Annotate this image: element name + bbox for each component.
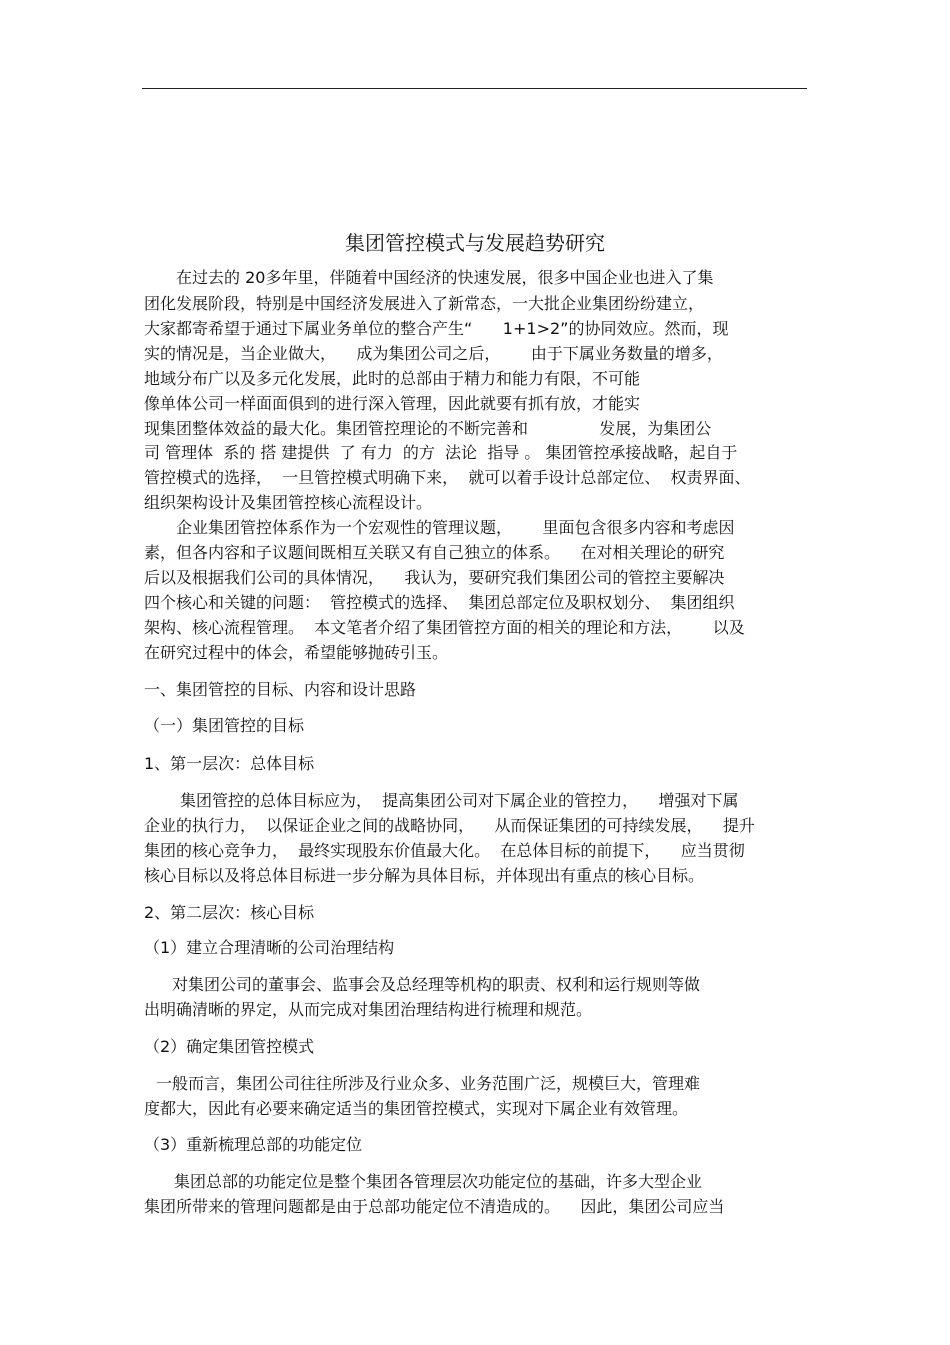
body-line: 度都大，因此有必要来确定适当的集团管控模式，实现对下属企业有效管理。 [144, 1099, 689, 1118]
body-line: 四个核心和关键的问题： 管控模式的选择、 集团总部定位及职权划分、 集团组织 [144, 593, 735, 612]
header-rule [142, 88, 807, 89]
body-line: 像单体公司一样面面俱到的进行深入管理，因此就要有抓有放，才能实 [144, 394, 641, 413]
subsection-heading: 2、第二层次：核心目标 [144, 903, 315, 922]
body-line: 企业的执行力， 以保证企业之间的战略协同， 从而保证集团的可持续发展， 提升 [144, 816, 755, 835]
body-line: 在过去的 20多年里，伴随着中国经济的快速发展，很多中国企业也进入了集 [176, 268, 714, 287]
body-line: 企业集团管控体系作为一个宏观性的管理议题， 里面包含很多内容和考虑因 [176, 518, 735, 537]
body-line: 司 管理体 系的 搭 建提供 了 有力 的方 法论 指导 。 集团管控承接战略，起自于 [144, 443, 738, 462]
body-line: 集团总部的功能定位是整个集团各管理层次功能定位的基础，许多大型企业 [174, 1172, 703, 1191]
subsection-heading: （1）建立合理清晰的公司治理结构 [144, 938, 395, 957]
body-line: 集团的核心竞争力， 最终实现股东价值最大化。 在总体目标的前提下， 应当贯彻 [144, 841, 745, 860]
body-line: 核心目标以及将总体目标进一步分解为具体目标，并体现出有重点的核心目标。 [144, 866, 705, 885]
body-line: 实的情况是，当企业做大， 成为集团公司之后， 由于下属业务数量的增多， [144, 344, 723, 363]
subsection-heading: 1、第一层次：总体目标 [144, 754, 315, 773]
body-line: 地域分布广以及多元化发展，此时的总部由于精力和能力有限，不可能 [144, 369, 641, 388]
subsection-heading: （一）集团管控的目标 [144, 716, 305, 735]
subsection-heading: （2）确定集团管控模式 [144, 1037, 315, 1056]
body-line: 在研究过程中的体会，希望能够抛砖引玉。 [144, 643, 449, 662]
page-title: 集团管控模式与发展趋势研究 [345, 231, 605, 255]
body-line: 团化发展阶段，特别是中国经济发展进入了新常态，一大批企业集团纷纷建立， [144, 294, 705, 313]
body-line: 集团管控的总体目标应为， 提高集团公司对下属企业的管控力， 增强对下属 [180, 791, 739, 810]
subsection-heading: （3）重新梳理总部的功能定位 [144, 1135, 363, 1154]
body-line: 后以及根据我们公司的具体情况， 我认为，要研究我们集团公司的管控主要解决 [144, 568, 725, 587]
body-line: 架构、核心流程管理。 本文笔者介绍了集团管控方面的相关的理论和方法， 以及 [144, 618, 745, 637]
body-line: 出明确清晰的界定，从而完成对集团治理结构进行梳理和规范。 [144, 1000, 593, 1019]
body-line: 素，但各内容和子议题间既相互关联又有自己独立的体系。 在对相关理论的研究 [144, 543, 725, 562]
body-line: 集团所带来的管理问题都是由于总部功能定位不清造成的。 因此，集团公司应当 [144, 1197, 725, 1216]
section-heading: 一、集团管控的目标、内容和设计思路 [144, 680, 417, 699]
body-line: 对集团公司的董事会、监事会及总经理等机构的职责、权利和运行规则等做 [172, 975, 701, 994]
body-line: 组织架构设计及集团管控核心流程设计。 [144, 493, 433, 512]
body-line: 一般而言，集团公司往往所涉及行业众多、业务范围广泛，规模巨大，管理难 [156, 1074, 701, 1093]
body-line: 现集团整体效益的最大化。集团管控理论的不断完善和 发展，为集团公 [144, 419, 712, 438]
body-line: 管控模式的选择， 一旦管控模式明确下来， 就可以着手设计总部定位、 权责界面、 [144, 468, 751, 487]
body-line: 大家都寄希望于通过下属业务单位的整合产生“ 1+1>2”的协同效应。然而，现 [144, 319, 729, 338]
